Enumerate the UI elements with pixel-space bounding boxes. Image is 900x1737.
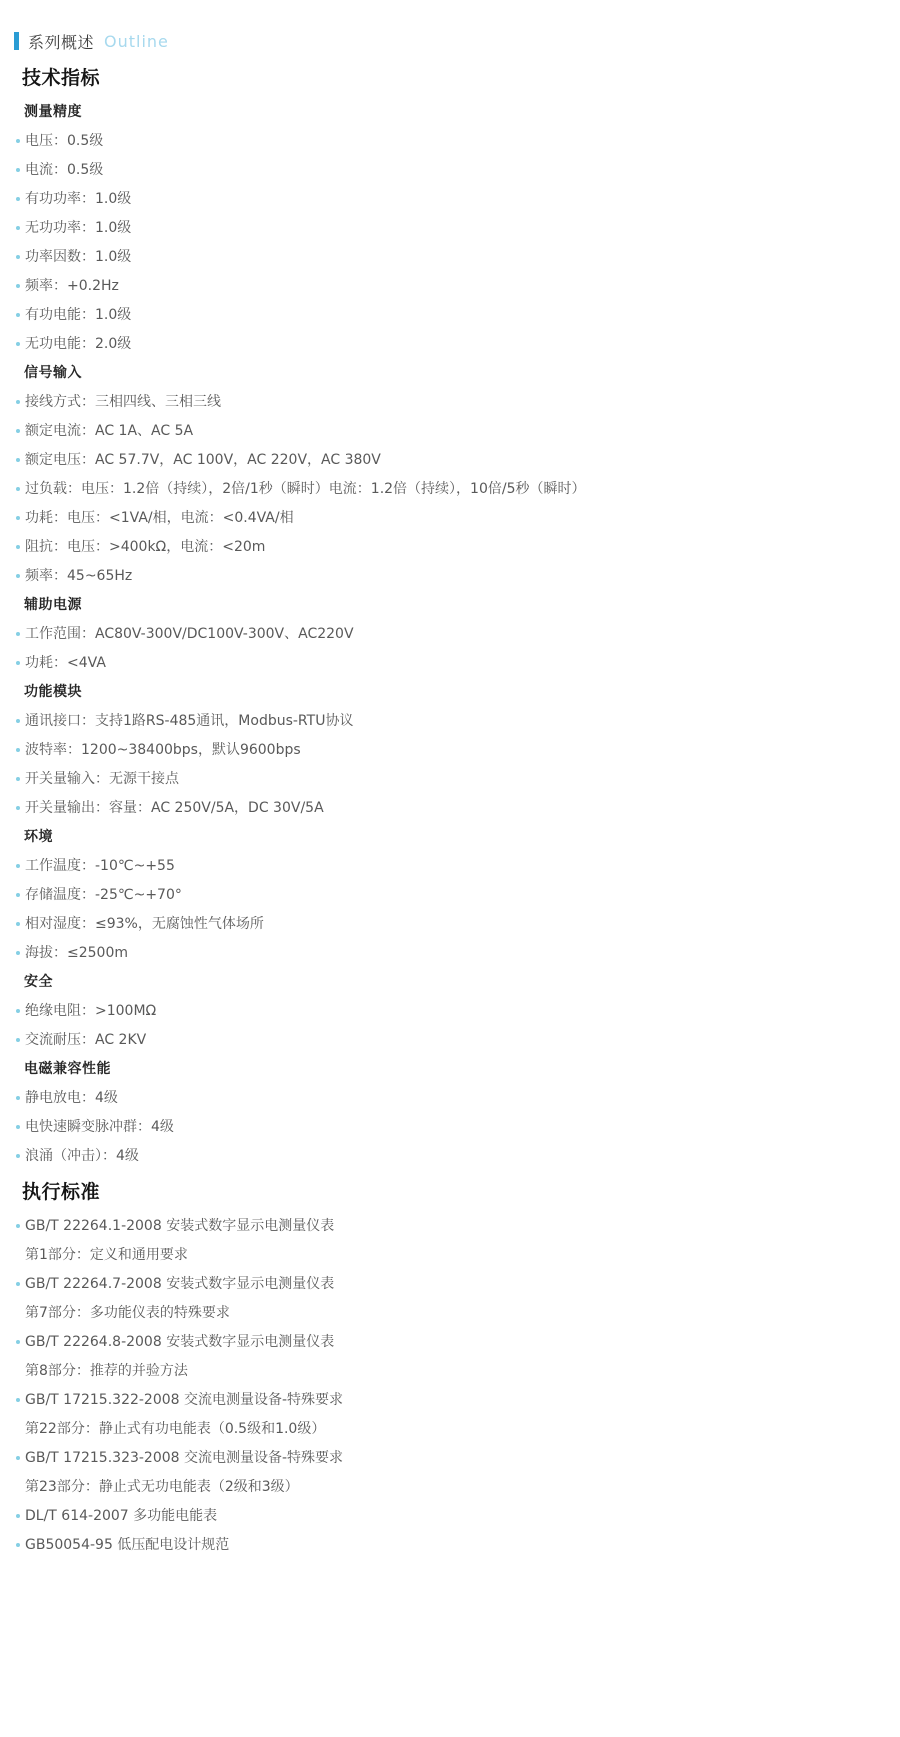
- list-item-text: 阻抗：电压：>400kΩ，电流：<20m: [25, 539, 266, 555]
- bullet-icon: [16, 777, 20, 781]
- spec-list: [14, 392, 880, 586]
- spec-groups: [14, 102, 880, 1166]
- bullet-icon: [16, 1398, 20, 1402]
- list-item: [16, 1030, 880, 1050]
- group-title: 安全: [24, 974, 53, 990]
- bullet-icon: [16, 1224, 20, 1228]
- bullet-icon: [16, 661, 20, 665]
- list-item-text: GB/T 17215.322-2008 交流电测量设备-特殊要求: [25, 1392, 344, 1408]
- list-item-text: GB/T 22264.7-2008 安装式数字显示电测量仪表: [25, 1276, 335, 1292]
- bullet-icon: [16, 458, 20, 462]
- list-item: [16, 450, 880, 470]
- list-item-text: 频率：+0.2Hz: [25, 278, 119, 294]
- spec-list: [14, 711, 880, 818]
- bullet-icon: [16, 922, 20, 926]
- bullet-icon: [16, 1096, 20, 1100]
- bullet-icon: [16, 284, 20, 288]
- bullet-icon: [16, 168, 20, 172]
- list-item-text: GB/T 22264.1-2008 安装式数字显示电测量仪表: [25, 1218, 335, 1234]
- bullet-icon: [16, 1340, 20, 1344]
- list-item-text: 有功功率：1.0级: [25, 191, 132, 207]
- standards-heading: 执行标准: [22, 1181, 101, 1203]
- group-title: 辅助电源: [24, 597, 82, 613]
- bullet-icon: [16, 429, 20, 433]
- list-item: [16, 1216, 880, 1236]
- list-item-text: 频率：45~65Hz: [25, 568, 133, 584]
- bullet-icon: [16, 748, 20, 752]
- list-item: [16, 1390, 880, 1410]
- standard-sub-line: 第8部分：推荐的并验方法: [25, 1363, 188, 1379]
- list-item-text: 无功电能：2.0级: [25, 336, 132, 352]
- standards-ul: [14, 1216, 880, 1555]
- list-item: [16, 1332, 880, 1352]
- list-item-text: 电快速瞬变脉冲群：4级: [25, 1119, 174, 1135]
- bullet-icon: [16, 1125, 20, 1129]
- bullet-icon: [16, 1282, 20, 1286]
- list-item-text: 开关量输入：无源干接点: [25, 771, 179, 787]
- list-item: [16, 247, 880, 267]
- list-item: [16, 421, 880, 441]
- list-item: [16, 1117, 880, 1137]
- bullet-icon: [16, 342, 20, 346]
- list-item: [16, 711, 880, 731]
- list-item-text: 接线方式：三相四线、三相三线: [25, 394, 221, 410]
- accent-bar-icon: [14, 32, 19, 50]
- bullet-icon: [16, 719, 20, 723]
- list-item-text: 电压：0.5级: [25, 133, 104, 149]
- list-item: [16, 1001, 880, 1021]
- list-item: [16, 740, 880, 760]
- list-item-text: 无功功率：1.0级: [25, 220, 132, 236]
- list-item-text: 通讯接口：支持1路RS-485通讯，Modbus-RTU协议: [25, 713, 354, 729]
- list-item: [16, 276, 880, 296]
- list-item-text: 额定电流：AC 1A、AC 5A: [25, 423, 194, 439]
- list-item: [16, 508, 880, 528]
- bullet-icon: [16, 197, 20, 201]
- standards-list: [14, 1216, 880, 1555]
- list-item-text: 功耗：<4VA: [25, 655, 106, 671]
- bullet-icon: [16, 1456, 20, 1460]
- standard-sub-line: 第1部分：定义和通用要求: [25, 1247, 188, 1263]
- list-item: [16, 218, 880, 238]
- spec-list: [14, 856, 880, 963]
- list-item-text: 开关量输出：容量：AC 250V/5A，DC 30V/5A: [25, 800, 324, 816]
- spec-list: [14, 1001, 880, 1050]
- list-item: [16, 798, 880, 818]
- spec-list: [14, 131, 880, 354]
- list-item-text: DL/T 614-2007 多功能电能表: [25, 1508, 218, 1524]
- list-item-text: 工作温度：-10℃~+55: [25, 858, 175, 874]
- list-item: [16, 1088, 880, 1108]
- bullet-icon: [16, 1514, 20, 1518]
- list-item: [16, 1146, 880, 1166]
- list-item: [16, 334, 880, 354]
- bullet-icon: [16, 632, 20, 636]
- group-title: 电磁兼容性能: [24, 1061, 111, 1077]
- list-item: [16, 856, 880, 876]
- bullet-icon: [16, 139, 20, 143]
- bullet-icon: [16, 226, 20, 230]
- list-item-text: 额定电压：AC 57.7V，AC 100V，AC 220V，AC 380V: [25, 452, 381, 468]
- list-item: [16, 624, 880, 644]
- list-item: [16, 1506, 880, 1526]
- list-item: [16, 1274, 880, 1294]
- list-item-text: 存储温度：-25℃~+70°: [25, 887, 182, 903]
- list-item-text: 工作范围：AC80V-300V/DC100V-300V、AC220V: [25, 626, 354, 642]
- standard-sub-line: 第22部分：静止式有功电能表（0.5级和1.0级）: [25, 1421, 326, 1437]
- list-item-text: 功耗：电压：<1VA/相，电流：<0.4VA/相: [25, 510, 294, 526]
- series-header: [14, 30, 880, 52]
- list-item-text: 过负载：电压：1.2倍（持续），2倍/1秒（瞬时）电流：1.2倍（持续），10倍/5秒（瞬时）: [25, 481, 586, 497]
- list-item: [16, 537, 880, 557]
- bullet-icon: [16, 1154, 20, 1158]
- list-item-text: 绝缘电阻：>100MΩ: [25, 1003, 157, 1019]
- list-item: [16, 131, 880, 151]
- group-title: 环境: [24, 829, 53, 845]
- bullet-icon: [16, 516, 20, 520]
- bullet-icon: [16, 1543, 20, 1547]
- bullet-icon: [16, 806, 20, 810]
- list-item-text: 相对湿度：≤93%，无腐蚀性气体场所: [25, 916, 264, 932]
- standard-sub-line: 第7部分：多功能仪表的特殊要求: [25, 1305, 230, 1321]
- list-item: [16, 943, 880, 963]
- bullet-icon: [16, 255, 20, 259]
- spec-list: [14, 1088, 880, 1166]
- list-item-text: GB/T 17215.323-2008 交流电测量设备-特殊要求: [25, 1450, 344, 1466]
- list-item: [16, 160, 880, 180]
- list-item: [16, 189, 880, 209]
- series-subtitle: Outline: [104, 31, 169, 51]
- list-item-text: 交流耐压：AC 2KV: [25, 1032, 147, 1048]
- list-item: [16, 653, 880, 673]
- bullet-icon: [16, 574, 20, 578]
- list-item-text: GB50054-95 低压配电设计规范: [25, 1537, 230, 1553]
- group-title: 测量精度: [24, 104, 82, 120]
- bullet-icon: [16, 893, 20, 897]
- tech-heading: 技术指标: [22, 67, 101, 89]
- list-item-text: 功率因数：1.0级: [25, 249, 132, 265]
- spec-list: [14, 624, 880, 673]
- list-item: [16, 392, 880, 412]
- list-item: [16, 769, 880, 789]
- list-item-text: 波特率：1200~38400bps，默认9600bps: [25, 742, 301, 758]
- list-item: [16, 1535, 880, 1555]
- bullet-icon: [16, 1009, 20, 1013]
- list-item-text: 浪涌（冲击）：4级: [25, 1148, 139, 1164]
- list-item-text: 有功电能：1.0级: [25, 307, 132, 323]
- group-title: 信号输入: [24, 365, 82, 381]
- list-item-text: GB/T 22264.8-2008 安装式数字显示电测量仪表: [25, 1334, 335, 1350]
- list-item: [16, 305, 880, 325]
- bullet-icon: [16, 313, 20, 317]
- list-item: [16, 1448, 880, 1468]
- group-title: 功能模块: [24, 684, 82, 700]
- list-item-text: 电流：0.5级: [25, 162, 104, 178]
- bullet-icon: [16, 400, 20, 404]
- series-title: 系列概述: [28, 32, 95, 52]
- list-item-text: 静电放电：4级: [25, 1090, 118, 1106]
- bullet-icon: [16, 951, 20, 955]
- list-item: [16, 566, 880, 586]
- list-item-text: 海拔：≤2500m: [25, 945, 128, 961]
- list-item: [16, 914, 880, 934]
- bullet-icon: [16, 864, 20, 868]
- standard-sub-line: 第23部分：静止式无功电能表（2级和3级）: [25, 1479, 299, 1495]
- list-item: [16, 885, 880, 905]
- bullet-icon: [16, 487, 20, 491]
- bullet-icon: [16, 545, 20, 549]
- bullet-icon: [16, 1038, 20, 1042]
- list-item: [16, 479, 880, 499]
